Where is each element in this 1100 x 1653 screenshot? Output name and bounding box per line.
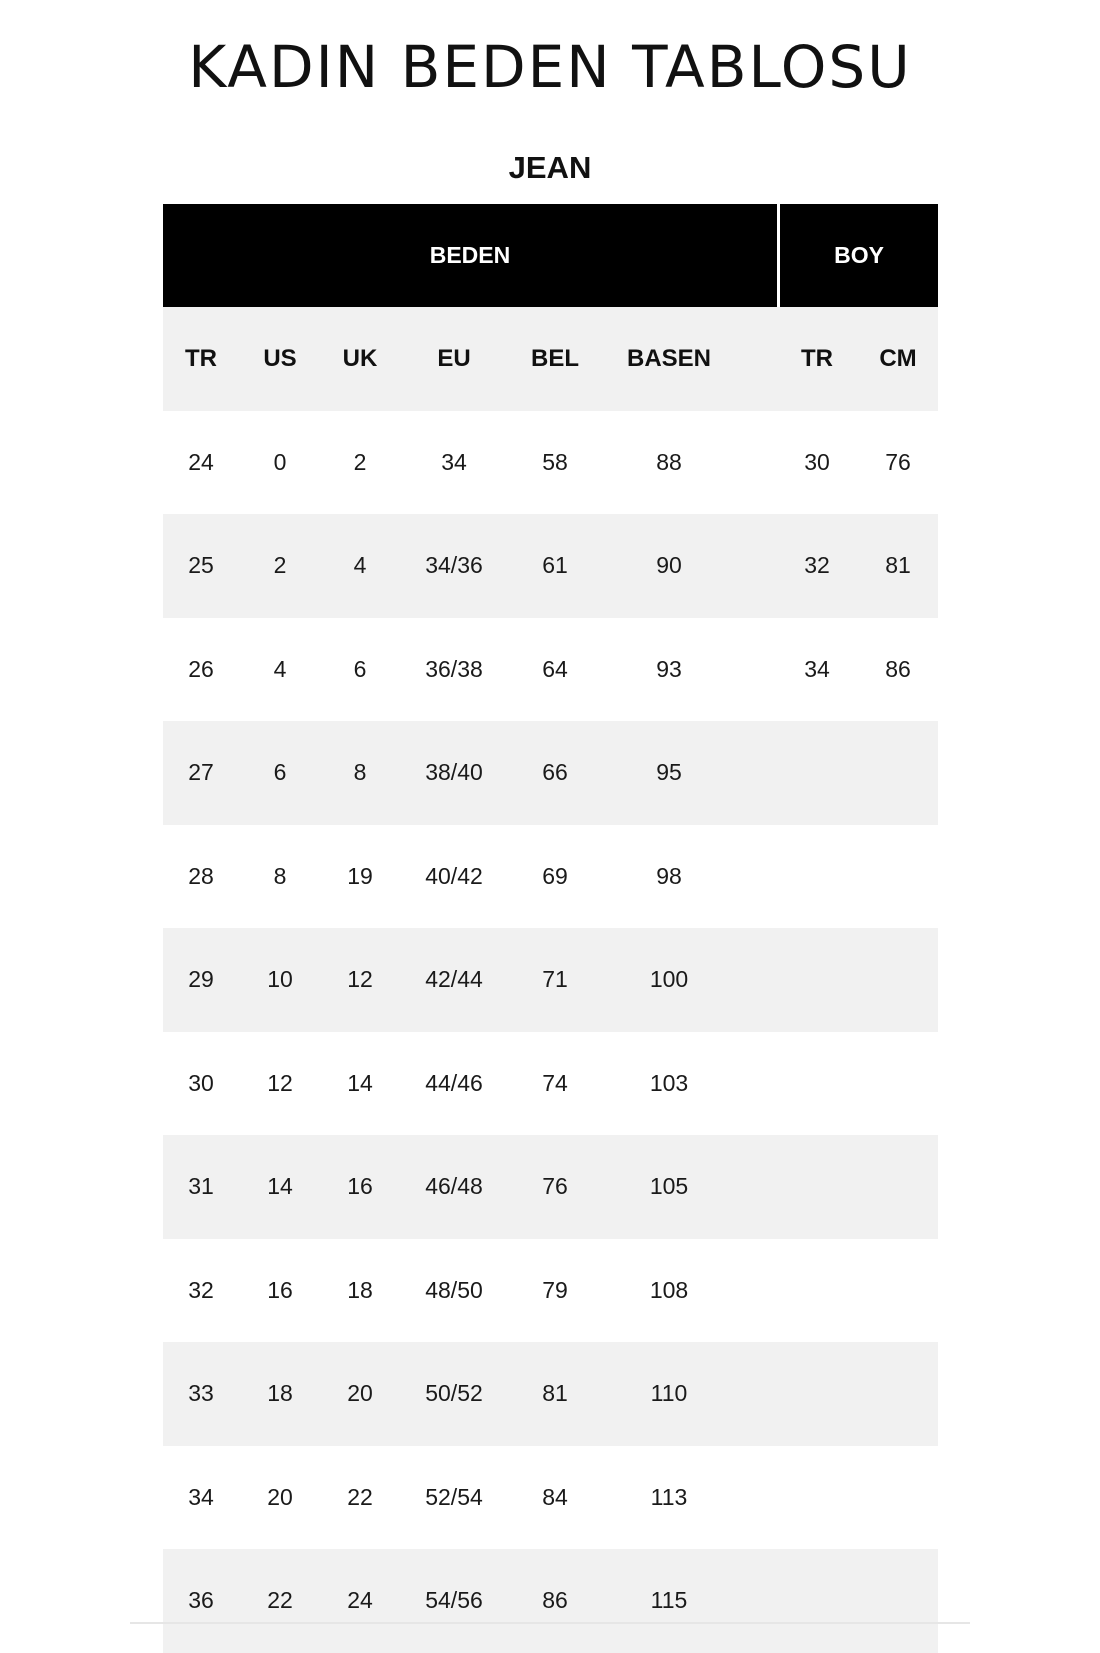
cell-uk: 14 [347, 1069, 373, 1096]
cell-boy-tr: 30 [804, 448, 830, 475]
cell-boy-cm: 86 [885, 655, 911, 682]
cell-tr: 36 [188, 1587, 214, 1614]
cell-basen: 108 [649, 1276, 689, 1303]
table-row [163, 618, 938, 722]
cell-basen: 93 [656, 655, 682, 682]
cell-bel: 58 [542, 448, 568, 475]
cell-us: 10 [267, 966, 293, 993]
column-header-row [163, 307, 938, 411]
cell-us: 6 [273, 759, 287, 786]
size-table [163, 204, 938, 1653]
cell-bel: 74 [542, 1069, 568, 1096]
cell-uk: 19 [347, 862, 373, 889]
cell-bel: 61 [542, 552, 568, 579]
cell-basen: 88 [656, 448, 682, 475]
column-header-basen: BASEN [626, 344, 712, 372]
group-header-boy: BOY [780, 204, 938, 307]
cell-tr: 32 [188, 1276, 214, 1303]
cell-uk: 12 [347, 966, 373, 993]
table-row [163, 1342, 938, 1446]
cell-eu: 38/40 [425, 759, 483, 786]
cell-eu: 54/56 [425, 1587, 483, 1614]
table-body [163, 411, 938, 1653]
cell-boy-cm: 81 [885, 552, 911, 579]
cell-eu: 34/36 [425, 552, 483, 579]
cell-bel: 79 [542, 1276, 568, 1303]
column-header-us: US [263, 344, 297, 372]
cell-basen: 90 [656, 552, 682, 579]
table-row [163, 1239, 938, 1343]
cell-basen: 105 [649, 1173, 689, 1200]
table-row [163, 411, 938, 515]
cell-eu: 34 [441, 448, 467, 475]
cell-tr: 24 [188, 448, 214, 475]
cell-eu: 48/50 [425, 1276, 483, 1303]
cell-tr: 34 [188, 1483, 214, 1510]
cell-us: 22 [267, 1587, 293, 1614]
cell-bel: 86 [542, 1587, 568, 1614]
cell-bel: 81 [542, 1380, 568, 1407]
cell-uk: 2 [353, 448, 367, 475]
column-header-tr: TR [185, 344, 217, 372]
cell-tr: 25 [188, 552, 214, 579]
cell-boy-cm: 76 [885, 448, 911, 475]
cell-eu: 36/38 [425, 655, 483, 682]
cell-us: 20 [267, 1483, 293, 1510]
cell-basen: 115 [650, 1587, 688, 1614]
cell-uk: 18 [347, 1276, 373, 1303]
cell-uk: 16 [347, 1173, 373, 1200]
cell-boy-tr: 34 [804, 655, 830, 682]
column-header-boy-cm: CM [879, 344, 917, 372]
cell-us: 0 [273, 448, 287, 475]
cell-us: 18 [267, 1380, 293, 1407]
table-row [163, 1549, 938, 1653]
cell-bel: 76 [542, 1173, 568, 1200]
cell-us: 16 [267, 1276, 293, 1303]
table-row [163, 514, 938, 618]
page-title: KADIN BEDEN TABLOSU [188, 33, 912, 101]
cell-uk: 20 [347, 1380, 373, 1407]
section-title: JEAN [508, 150, 592, 185]
column-header-boy-tr: TR [801, 344, 833, 372]
cell-uk: 8 [353, 759, 367, 786]
group-header-row [163, 204, 938, 307]
cell-bel: 66 [542, 759, 568, 786]
cell-uk: 22 [347, 1483, 373, 1510]
cell-tr: 27 [188, 759, 214, 786]
cell-basen: 103 [649, 1069, 689, 1096]
table-row [163, 928, 938, 1032]
cell-us: 8 [273, 862, 287, 889]
cell-bel: 71 [542, 966, 568, 993]
cell-basen: 113 [650, 1483, 688, 1510]
cell-boy-tr: 32 [804, 552, 830, 579]
cell-tr: 26 [188, 655, 214, 682]
cell-bel: 69 [542, 862, 568, 889]
cell-bel: 64 [542, 655, 568, 682]
column-header-eu: EU [437, 344, 471, 372]
cell-tr: 30 [188, 1069, 214, 1096]
cell-us: 2 [273, 552, 287, 579]
cell-basen: 110 [650, 1380, 688, 1407]
cell-tr: 33 [188, 1380, 214, 1407]
cell-uk: 6 [353, 655, 367, 682]
cell-basen: 95 [656, 759, 682, 786]
cell-bel: 84 [542, 1483, 568, 1510]
cell-basen: 98 [656, 862, 682, 889]
bottom-divider [130, 1622, 970, 1624]
table-row [163, 721, 938, 825]
cell-tr: 28 [188, 862, 214, 889]
cell-us: 4 [273, 655, 287, 682]
cell-eu: 44/46 [425, 1069, 483, 1096]
cell-eu: 50/52 [425, 1380, 483, 1407]
cell-eu: 46/48 [425, 1173, 483, 1200]
table-row [163, 1032, 938, 1136]
cell-eu: 52/54 [425, 1483, 483, 1510]
column-header-bel: BEL [531, 344, 579, 372]
cell-eu: 42/44 [425, 966, 483, 993]
group-header-beden: BEDEN [163, 204, 777, 307]
cell-uk: 4 [353, 552, 367, 579]
cell-tr: 29 [188, 966, 214, 993]
cell-us: 12 [267, 1069, 293, 1096]
cell-basen: 100 [649, 966, 689, 993]
cell-eu: 40/42 [425, 862, 483, 889]
cell-us: 14 [267, 1173, 293, 1200]
cell-uk: 24 [347, 1587, 373, 1614]
column-header-uk: UK [342, 344, 378, 372]
cell-tr: 31 [188, 1173, 214, 1200]
table-row [163, 1446, 938, 1550]
table-row [163, 1135, 938, 1239]
table-row [163, 825, 938, 929]
